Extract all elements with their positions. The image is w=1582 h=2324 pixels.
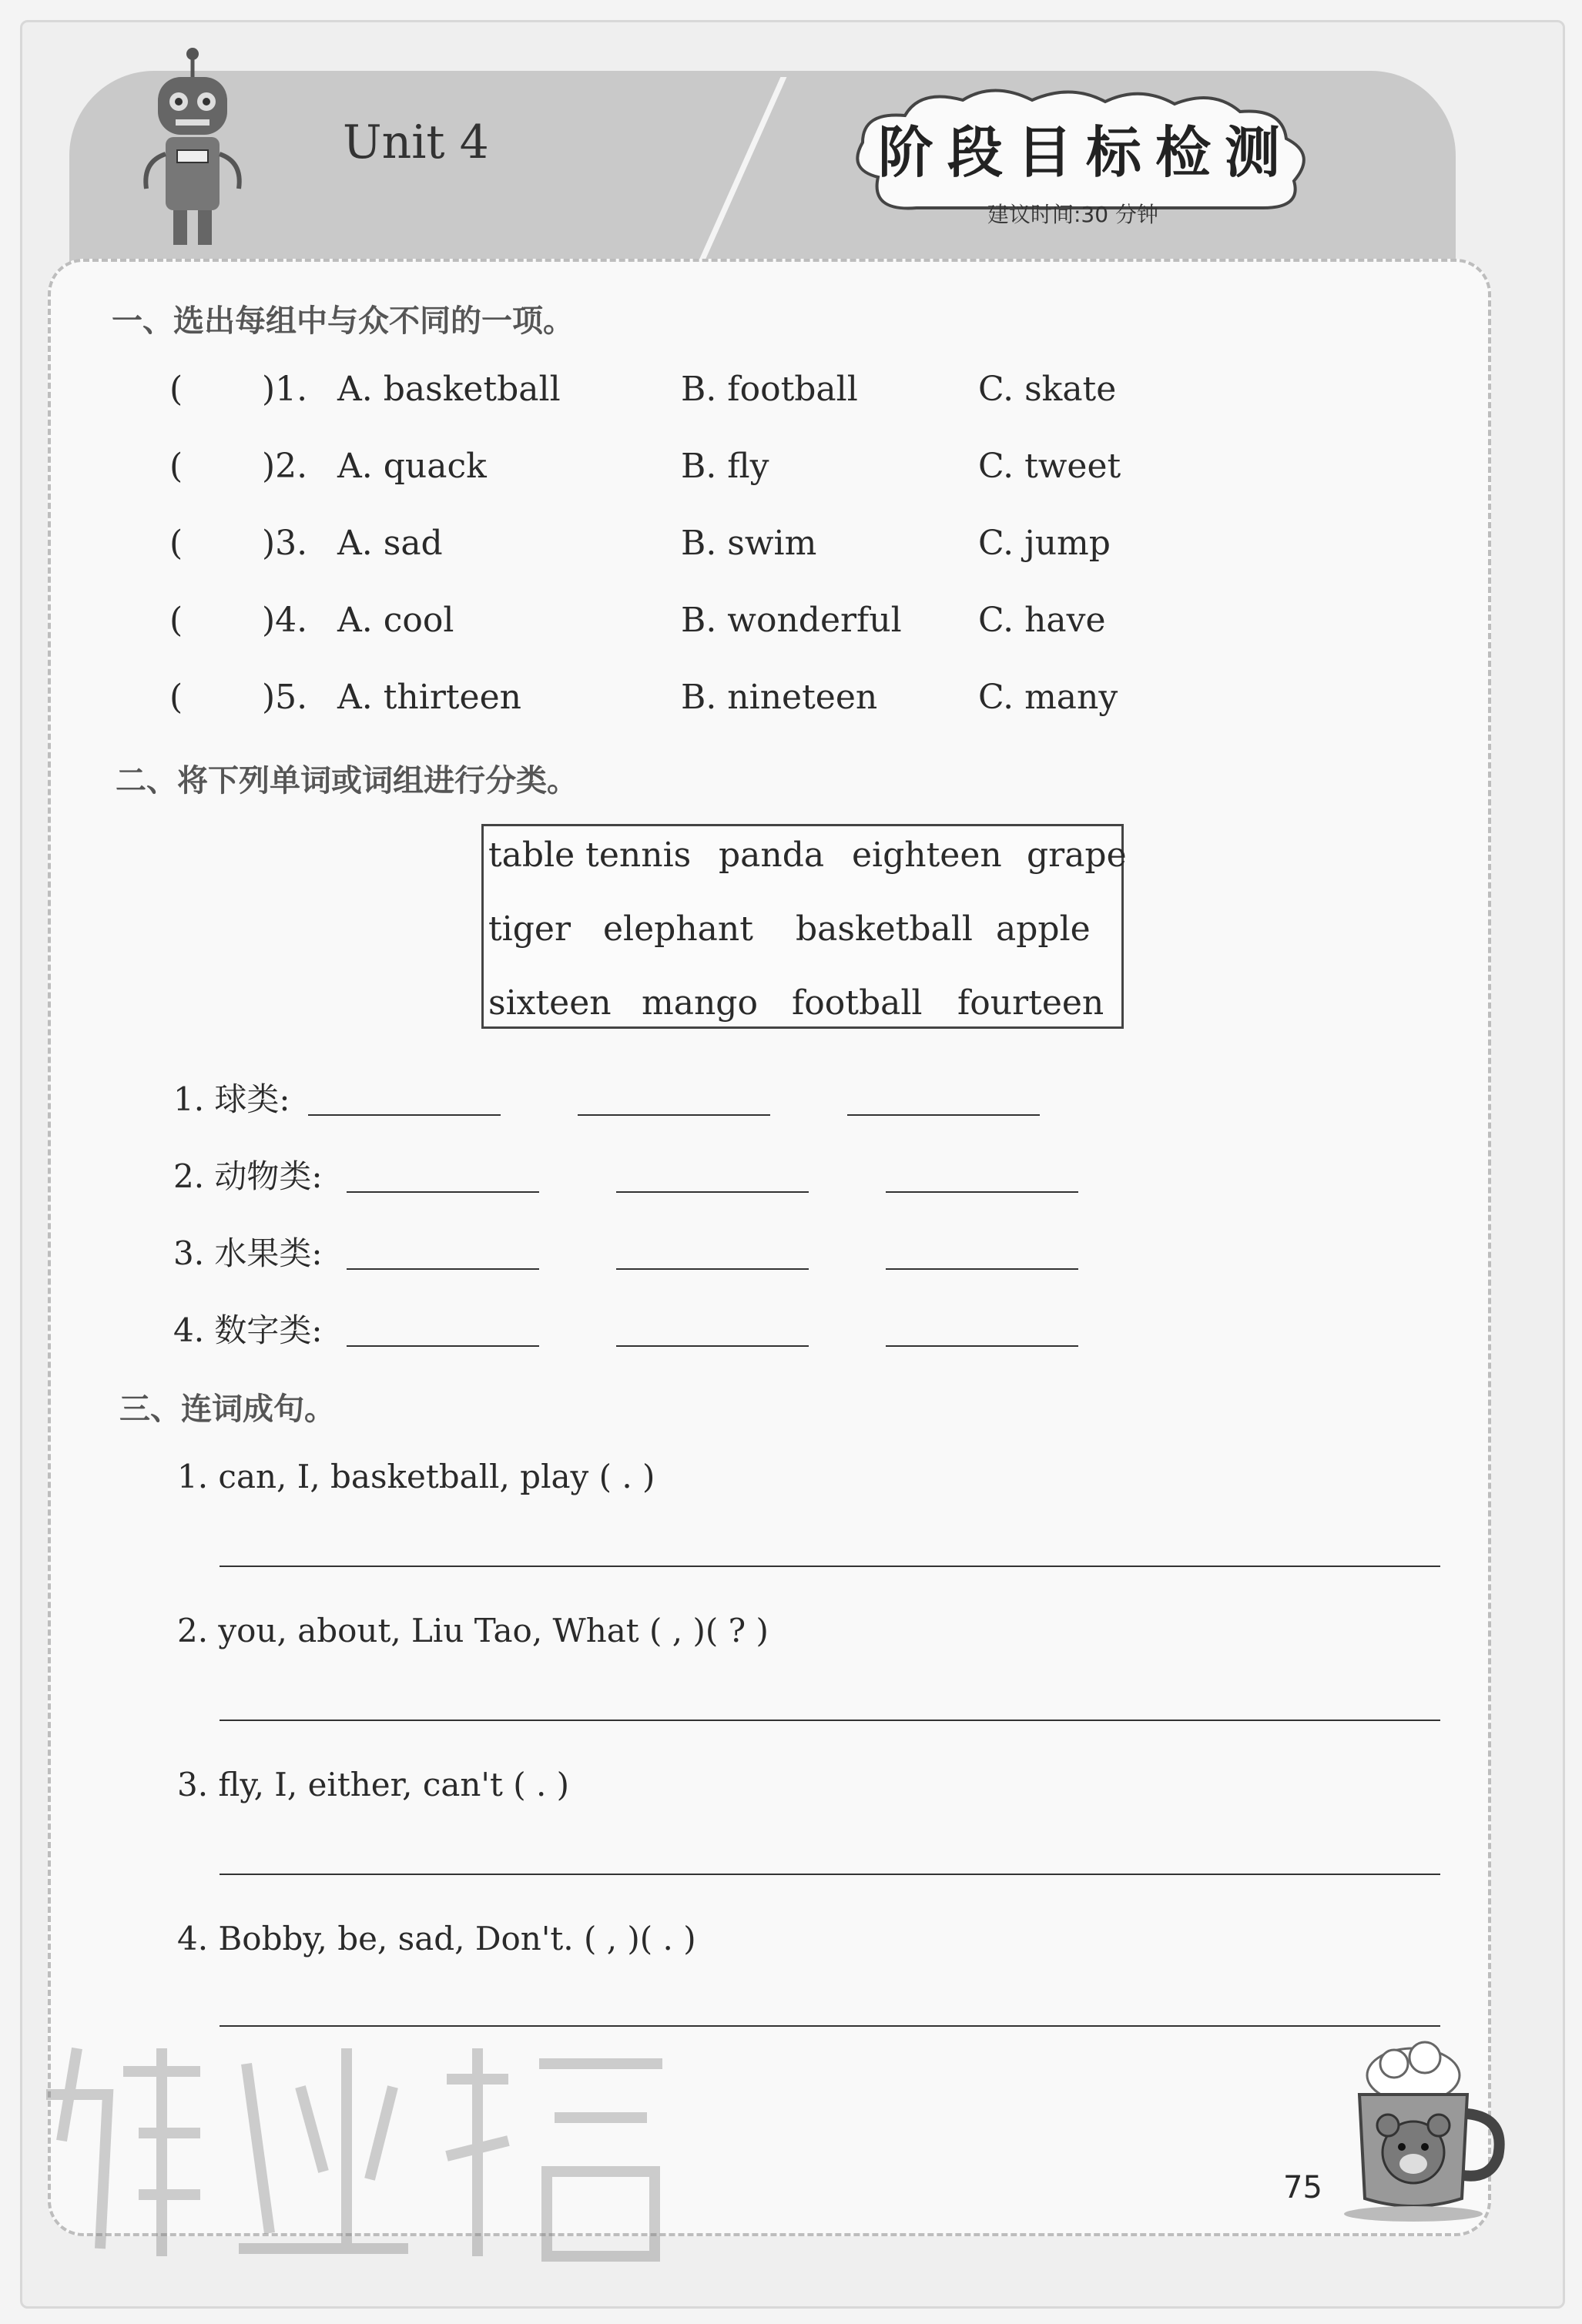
page-number: 75 xyxy=(1283,2170,1322,2205)
part2-heading: 二、将下列单词或词组进行分类。 xyxy=(116,763,578,799)
answer-blank[interactable] xyxy=(578,1114,770,1116)
option-c: C. have xyxy=(978,601,1106,640)
part3-heading: 三、连词成句。 xyxy=(119,1391,335,1427)
word-bank xyxy=(481,824,1127,1029)
word-bank-item: tiger xyxy=(488,909,571,949)
word-bank-item: elephant xyxy=(603,909,753,949)
answer-bracket[interactable]: ( xyxy=(169,524,183,563)
option-b: B. wonderful xyxy=(681,601,902,640)
sentence-answer-line[interactable] xyxy=(220,1874,1440,1875)
watermark-logo xyxy=(15,2002,755,2279)
section-title: 阶段目标检测 xyxy=(878,120,1295,185)
scrambled-sentence: 1. can, I, basketball, play ( . ) xyxy=(177,1458,655,1495)
answer-blank[interactable] xyxy=(616,1345,809,1347)
answer-blank[interactable] xyxy=(347,1268,539,1270)
scrambled-sentence: 2. you, about, Liu Tao, What ( , )( ? ) xyxy=(177,1612,769,1649)
answer-blank[interactable] xyxy=(886,1191,1078,1193)
category-label: 1. 球类: xyxy=(173,1080,290,1118)
scrambled-sentence: 4. Bobby, be, sad, Don't. ( , )( . ) xyxy=(177,1920,696,1957)
question-number: )1. xyxy=(262,370,308,409)
category-label: 2. 动物类: xyxy=(173,1157,323,1195)
word-bank-item: mango xyxy=(642,983,758,1023)
answer-blank[interactable] xyxy=(347,1191,539,1193)
option-c: C. skate xyxy=(978,370,1117,409)
option-a: A. quack xyxy=(337,447,487,486)
word-bank-item: football xyxy=(792,983,923,1023)
answer-blank[interactable] xyxy=(847,1114,1040,1116)
word-bank-item: sixteen xyxy=(488,983,612,1023)
option-a: A. cool xyxy=(337,601,454,640)
option-b: B. swim xyxy=(681,524,817,563)
option-c: C. tweet xyxy=(978,447,1121,486)
word-bank-item: grape xyxy=(1027,836,1127,875)
bear-mug-icon xyxy=(1340,2041,1510,2225)
answer-bracket[interactable]: ( xyxy=(169,678,183,717)
answer-blank[interactable] xyxy=(886,1268,1078,1270)
question-number: )3. xyxy=(262,524,308,563)
answer-blank[interactable] xyxy=(616,1268,809,1270)
option-a: A. basketball xyxy=(337,370,561,409)
suggested-time: 建议时间:30 分钟 xyxy=(987,202,1158,227)
scrambled-sentence: 3. fly, I, either, can't ( . ) xyxy=(177,1766,570,1803)
word-bank-item: panda xyxy=(719,836,825,875)
robot-icon xyxy=(131,46,254,254)
answer-blank[interactable] xyxy=(616,1191,809,1193)
option-b: B. football xyxy=(681,370,858,409)
question-number: )5. xyxy=(262,678,308,717)
category-label: 3. 水果类: xyxy=(173,1234,323,1272)
answer-blank[interactable] xyxy=(886,1345,1078,1347)
option-c: C. jump xyxy=(978,524,1111,563)
answer-blank[interactable] xyxy=(308,1114,501,1116)
answer-bracket[interactable]: ( xyxy=(169,447,183,486)
sentence-answer-line[interactable] xyxy=(220,1720,1440,1721)
word-bank-item: table tennis xyxy=(488,836,692,875)
option-b: B. nineteen xyxy=(681,678,878,717)
option-b: B. fly xyxy=(681,447,769,486)
question-number: )4. xyxy=(262,601,308,640)
word-bank-item: fourteen xyxy=(957,983,1104,1023)
option-a: A. thirteen xyxy=(337,678,521,717)
part1-heading: 一、选出每组中与众不同的一项。 xyxy=(112,303,574,339)
option-c: C. many xyxy=(978,678,1118,717)
option-a: A. sad xyxy=(337,524,443,563)
word-bank-item: apple xyxy=(996,909,1091,949)
answer-blank[interactable] xyxy=(347,1345,539,1347)
word-bank-item: basketball xyxy=(796,909,973,949)
sentence-answer-line[interactable] xyxy=(220,1566,1440,1567)
answer-bracket[interactable]: ( xyxy=(169,370,183,409)
word-bank-item: eighteen xyxy=(852,836,1002,875)
answer-bracket[interactable]: ( xyxy=(169,601,183,640)
category-label: 4. 数字类: xyxy=(173,1311,323,1349)
question-number: )2. xyxy=(262,447,308,486)
unit-title: Unit 4 xyxy=(343,116,489,169)
